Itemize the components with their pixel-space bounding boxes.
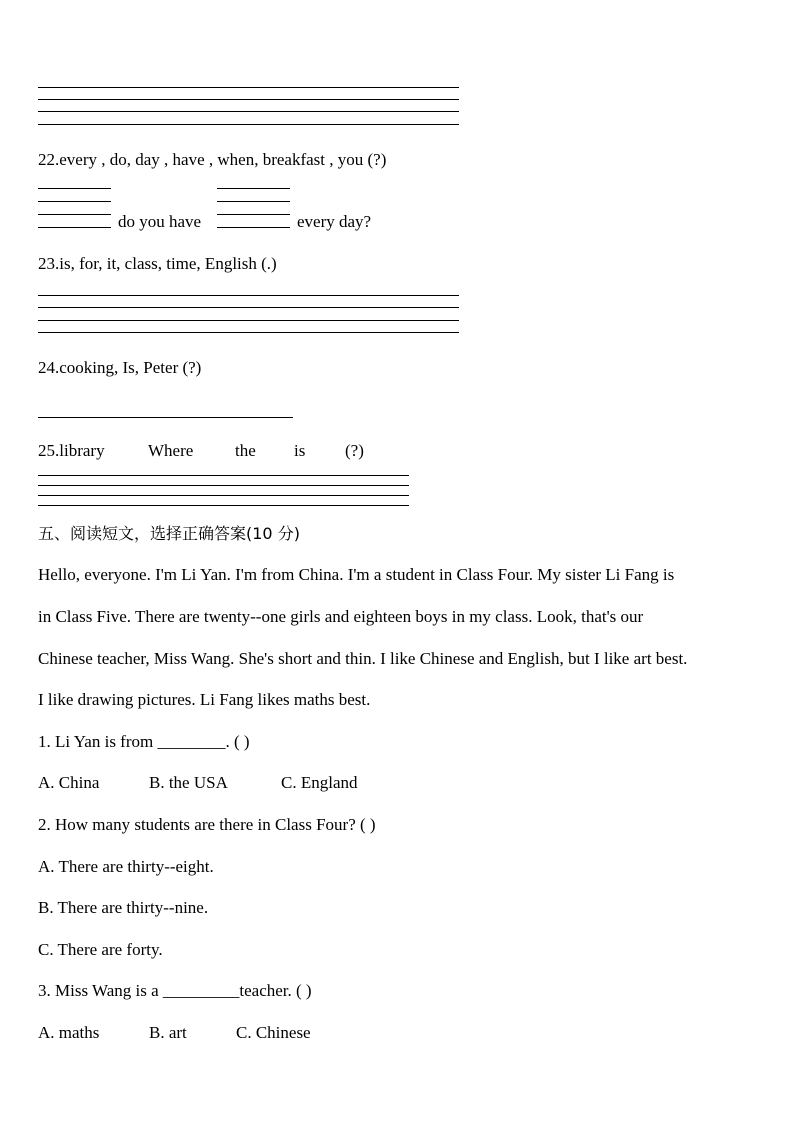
- option-c: C. England: [281, 773, 358, 792]
- answer-line: [38, 485, 409, 486]
- question-22-prompt: 22.every , do, day , have , when, breakfast , you (?): [38, 150, 387, 169]
- blank-line: [217, 201, 290, 202]
- answer-line: [38, 332, 459, 333]
- answer-line: [38, 99, 459, 100]
- option-a: A. maths: [38, 1023, 100, 1042]
- option-c: C. Chinese: [236, 1023, 311, 1042]
- passage-line: I like drawing pictures. Li Fang likes maths best.: [38, 690, 371, 709]
- answer-line: [38, 111, 459, 112]
- passage-line: Hello, everyone. I'm Li Yan. I'm from China. I'm a student in Class Four. My sister Li Fang is: [38, 565, 675, 584]
- question-stem: 3. Miss Wang is a _________teacher. ( ): [38, 981, 312, 1000]
- answer-line: [38, 87, 459, 88]
- blank-line: [38, 214, 111, 215]
- option-a: A. China: [38, 773, 100, 792]
- blank-line: [217, 227, 290, 228]
- answer-line: [38, 495, 409, 496]
- question-22-end-text: every day?: [297, 212, 372, 231]
- question-stem: 1. Li Yan is from ________. ( ): [38, 732, 250, 751]
- question-25-word: is: [294, 441, 306, 460]
- question-24-prompt: 24.cooking, Is, Peter (?): [38, 358, 202, 377]
- answer-line: [38, 320, 459, 321]
- question-stem: 2. How many students are there in Class Four? ( ): [38, 815, 376, 834]
- answer-line: [38, 475, 409, 476]
- answer-line: [38, 124, 459, 125]
- answer-line: [38, 307, 459, 308]
- answer-line: [38, 417, 293, 418]
- question-22-mid-text: do you have: [118, 212, 202, 231]
- passage-line: in Class Five. There are twenty--one girls and eighteen boys in my class. Look, that's our: [38, 607, 644, 626]
- blank-line: [38, 201, 111, 202]
- question-25-word: Where: [148, 441, 194, 460]
- blank-line: [38, 227, 111, 228]
- question-25-word: (?): [345, 441, 364, 460]
- option-c: C. There are forty.: [38, 940, 163, 959]
- passage-line: Chinese teacher, Miss Wang. She's short and thin. I like Chinese and English, but I like art best.: [38, 649, 688, 668]
- answer-line: [38, 295, 459, 296]
- question-25-word: 25.library: [38, 441, 105, 460]
- blank-line: [217, 188, 290, 189]
- blank-line: [217, 214, 290, 215]
- option-b: B. art: [149, 1023, 187, 1042]
- question-25-word: the: [235, 441, 256, 460]
- option-b: B. There are thirty--nine.: [38, 898, 209, 917]
- answer-line: [38, 505, 409, 506]
- section-heading: 五、阅读短文，选择正确答案(10 分): [38, 524, 300, 543]
- question-23-prompt: 23.is, for, it, class, time, English (.): [38, 254, 277, 273]
- option-b: B. the USA: [149, 773, 228, 792]
- option-a: A. There are thirty--eight.: [38, 857, 214, 876]
- blank-line: [38, 188, 111, 189]
